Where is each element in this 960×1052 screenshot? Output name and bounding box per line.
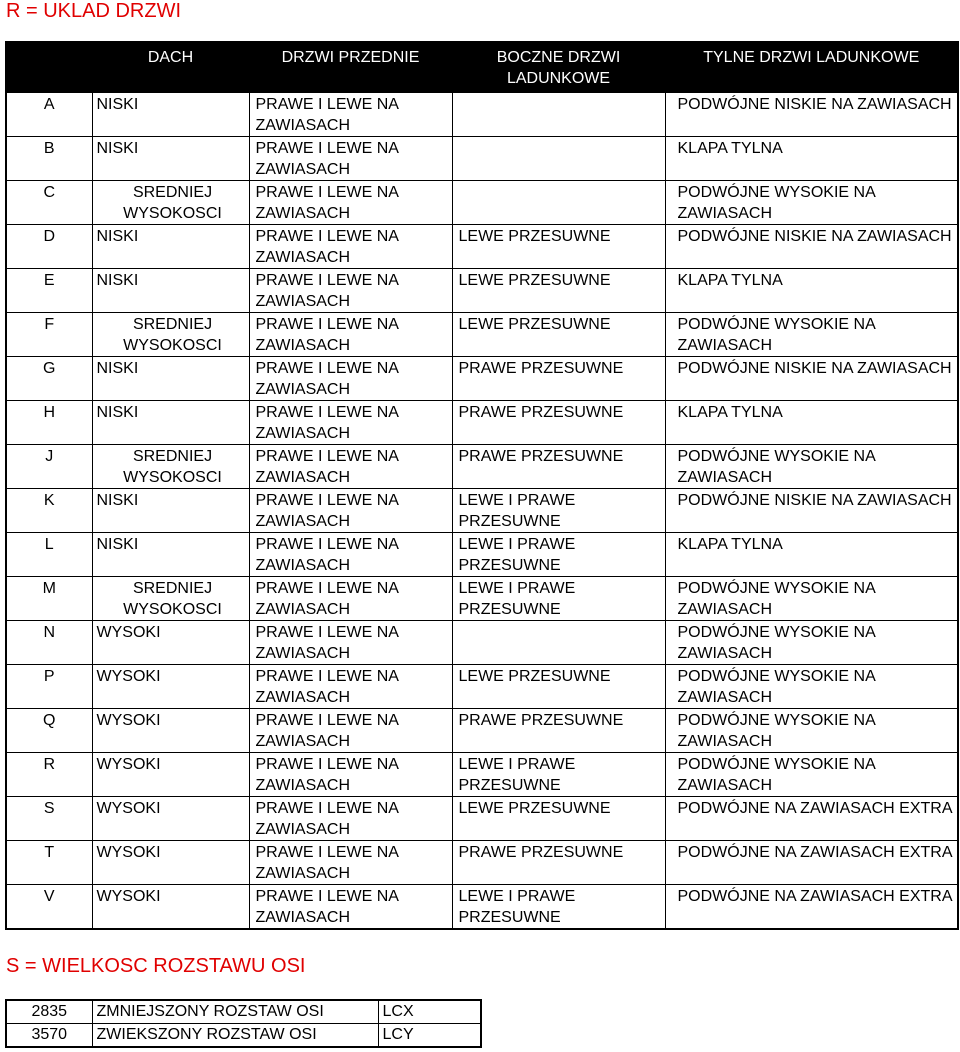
roof-text: SREDNIEJ WYSOKOSCI [123, 448, 222, 486]
row-rear-doors: KLAPA TYLNA [665, 137, 958, 181]
row-rear-doors: PODWÓJNE WYSOKIE NA ZAWIASACH [665, 709, 958, 753]
door-layout-table [5, 41, 959, 930]
header-front-doors: DRZWI PRZEDNIE [249, 42, 452, 93]
row-front-doors: PRAWE I LEWE NA ZAWIASACH [249, 621, 452, 665]
row-roof [92, 753, 249, 797]
row-side-doors: LEWE PRZESUWNE [452, 269, 665, 313]
table-row [6, 269, 958, 313]
row-code: C [6, 181, 92, 225]
row-code: L [6, 533, 92, 577]
row-rear-doors: PODWÓJNE NA ZAWIASACH EXTRA [665, 885, 958, 930]
table-row [6, 753, 958, 797]
row-front-doors: PRAWE I LEWE NA ZAWIASACH [249, 489, 452, 533]
section-title-wheelbase: S = WIELKOSC ROZSTAWU OSI [6, 955, 306, 977]
roof-text: NISKI [96, 228, 139, 245]
roof-text: WYSOKI [96, 624, 161, 641]
wheelbase-code: 3570 [6, 1024, 92, 1048]
row-rear-doors: PODWÓJNE WYSOKIE NA ZAWIASACH [665, 181, 958, 225]
row-front-doors: PRAWE I LEWE NA ZAWIASACH [249, 313, 452, 357]
row-code: H [6, 401, 92, 445]
row-code: T [6, 841, 92, 885]
row-rear-doors: PODWÓJNE WYSOKIE NA ZAWIASACH [665, 621, 958, 665]
row-roof [92, 313, 249, 357]
row-code: G [6, 357, 92, 401]
row-rear-doors: PODWÓJNE NISKIE NA ZAWIASACH [665, 357, 958, 401]
table-row [6, 841, 958, 885]
row-front-doors: PRAWE I LEWE NA ZAWIASACH [249, 533, 452, 577]
row-front-doors: PRAWE I LEWE NA ZAWIASACH [249, 753, 452, 797]
row-front-doors: PRAWE I LEWE NA ZAWIASACH [249, 225, 452, 269]
row-code: V [6, 885, 92, 930]
row-code: P [6, 665, 92, 709]
row-side-doors: LEWE PRZESUWNE [452, 225, 665, 269]
table-row [6, 533, 958, 577]
row-side-doors: LEWE PRZESUWNE [452, 313, 665, 357]
row-code: K [6, 489, 92, 533]
row-code: N [6, 621, 92, 665]
section-title-door-layout: R = UKLAD DRZWI [6, 0, 182, 22]
row-roof [92, 665, 249, 709]
row-side-doors: PRAWE PRZESUWNE [452, 709, 665, 753]
row-roof [92, 357, 249, 401]
row-code: M [6, 577, 92, 621]
row-rear-doors: PODWÓJNE WYSOKIE NA ZAWIASACH [665, 753, 958, 797]
wheelbase-abbreviation: LCX [378, 1000, 481, 1024]
row-front-doors: PRAWE I LEWE NA ZAWIASACH [249, 181, 452, 225]
wheelbase-description: ZMNIEJSZONY ROZSTAW OSI [92, 1000, 378, 1024]
row-code: F [6, 313, 92, 357]
row-rear-doors: KLAPA TYLNA [665, 401, 958, 445]
header-code [6, 42, 92, 93]
row-side-doors: PRAWE PRZESUWNE [452, 357, 665, 401]
row-front-doors: PRAWE I LEWE NA ZAWIASACH [249, 665, 452, 709]
row-rear-doors: PODWÓJNE NISKIE NA ZAWIASACH [665, 93, 958, 137]
row-rear-doors: PODWÓJNE WYSOKIE NA ZAWIASACH [665, 577, 958, 621]
row-front-doors: PRAWE I LEWE NA ZAWIASACH [249, 401, 452, 445]
row-front-doors: PRAWE I LEWE NA ZAWIASACH [249, 797, 452, 841]
row-front-doors: PRAWE I LEWE NA ZAWIASACH [249, 577, 452, 621]
roof-text: NISKI [96, 96, 139, 113]
row-roof [92, 181, 249, 225]
row-rear-doors: PODWÓJNE WYSOKIE NA ZAWIASACH [665, 313, 958, 357]
row-code: A [6, 93, 92, 137]
row-rear-doors: KLAPA TYLNA [665, 269, 958, 313]
row-roof [92, 709, 249, 753]
row-roof [92, 401, 249, 445]
roof-text: NISKI [96, 140, 139, 157]
row-side-doors: LEWE I PRAWE PRZESUWNE [452, 533, 665, 577]
row-front-doors: PRAWE I LEWE NA ZAWIASACH [249, 885, 452, 930]
table-row [6, 489, 958, 533]
row-side-doors: LEWE PRZESUWNE [452, 797, 665, 841]
row-code: D [6, 225, 92, 269]
row-roof [92, 797, 249, 841]
row-code: J [6, 445, 92, 489]
roof-text: WYSOKI [96, 668, 161, 685]
row-front-doors: PRAWE I LEWE NA ZAWIASACH [249, 841, 452, 885]
roof-text: WYSOKI [96, 888, 161, 905]
table-row [6, 1024, 481, 1048]
table-row [6, 709, 958, 753]
table-row [6, 225, 958, 269]
row-side-doors [452, 93, 665, 137]
row-roof [92, 885, 249, 930]
row-roof [92, 489, 249, 533]
row-code: R [6, 753, 92, 797]
table-row [6, 621, 958, 665]
row-rear-doors: KLAPA TYLNA [665, 533, 958, 577]
row-front-doors: PRAWE I LEWE NA ZAWIASACH [249, 445, 452, 489]
table-row [6, 445, 958, 489]
wheelbase-description: ZWIEKSZONY ROZSTAW OSI [92, 1024, 378, 1048]
header-roof: DACH [92, 42, 249, 93]
row-side-doors [452, 621, 665, 665]
roof-text: WYSOKI [96, 800, 161, 817]
roof-text: WYSOKI [96, 844, 161, 861]
row-side-doors: LEWE I PRAWE PRZESUWNE [452, 577, 665, 621]
row-roof [92, 445, 249, 489]
table-header-row [6, 42, 958, 93]
roof-text: NISKI [96, 404, 139, 421]
row-roof [92, 269, 249, 313]
table-row [6, 357, 958, 401]
table-row [6, 137, 958, 181]
row-side-doors: PRAWE PRZESUWNE [452, 445, 665, 489]
roof-text: NISKI [96, 360, 139, 377]
row-roof [92, 137, 249, 181]
row-side-doors: PRAWE PRZESUWNE [452, 401, 665, 445]
row-code: E [6, 269, 92, 313]
row-front-doors: PRAWE I LEWE NA ZAWIASACH [249, 357, 452, 401]
row-roof [92, 93, 249, 137]
roof-text: WYSOKI [96, 712, 161, 729]
row-side-doors: PRAWE PRZESUWNE [452, 841, 665, 885]
row-side-doors [452, 181, 665, 225]
row-side-doors: LEWE I PRAWE PRZESUWNE [452, 489, 665, 533]
row-code: Q [6, 709, 92, 753]
row-rear-doors: PODWÓJNE NA ZAWIASACH EXTRA [665, 797, 958, 841]
row-side-doors: LEWE PRZESUWNE [452, 665, 665, 709]
row-rear-doors: PODWÓJNE NA ZAWIASACH EXTRA [665, 841, 958, 885]
row-roof [92, 225, 249, 269]
row-roof [92, 533, 249, 577]
row-roof [92, 841, 249, 885]
roof-text: NISKI [96, 492, 139, 509]
table-row [6, 577, 958, 621]
row-front-doors: PRAWE I LEWE NA ZAWIASACH [249, 93, 452, 137]
table-row [6, 401, 958, 445]
row-rear-doors: PODWÓJNE NISKIE NA ZAWIASACH [665, 489, 958, 533]
wheelbase-code: 2835 [6, 1000, 92, 1024]
row-roof [92, 577, 249, 621]
header-rear-doors: TYLNE DRZWI LADUNKOWE [665, 42, 958, 93]
row-front-doors: PRAWE I LEWE NA ZAWIASACH [249, 709, 452, 753]
wheelbase-abbreviation: LCY [378, 1024, 481, 1048]
row-rear-doors: PODWÓJNE WYSOKIE NA ZAWIASACH [665, 665, 958, 709]
header-side-doors: BOCZNE DRZWI LADUNKOWE [452, 42, 665, 93]
table-row [6, 313, 958, 357]
roof-text: SREDNIEJ WYSOKOSCI [123, 580, 222, 618]
roof-text: SREDNIEJ WYSOKOSCI [123, 184, 222, 222]
table-row [6, 1000, 481, 1024]
roof-text: WYSOKI [96, 756, 161, 773]
roof-text: NISKI [96, 272, 139, 289]
wheelbase-table [5, 999, 482, 1048]
table-row [6, 181, 958, 225]
row-side-doors: LEWE I PRAWE PRZESUWNE [452, 753, 665, 797]
row-rear-doors: PODWÓJNE NISKIE NA ZAWIASACH [665, 225, 958, 269]
row-code: B [6, 137, 92, 181]
row-rear-doors: PODWÓJNE WYSOKIE NA ZAWIASACH [665, 445, 958, 489]
table-row [6, 885, 958, 930]
table-row [6, 665, 958, 709]
roof-text: NISKI [96, 536, 139, 553]
row-roof [92, 621, 249, 665]
table-row [6, 797, 958, 841]
row-code: S [6, 797, 92, 841]
row-side-doors [452, 137, 665, 181]
row-front-doors: PRAWE I LEWE NA ZAWIASACH [249, 269, 452, 313]
roof-text: SREDNIEJ WYSOKOSCI [123, 316, 222, 354]
row-front-doors: PRAWE I LEWE NA ZAWIASACH [249, 137, 452, 181]
row-side-doors: LEWE I PRAWE PRZESUWNE [452, 885, 665, 930]
table-row [6, 93, 958, 137]
